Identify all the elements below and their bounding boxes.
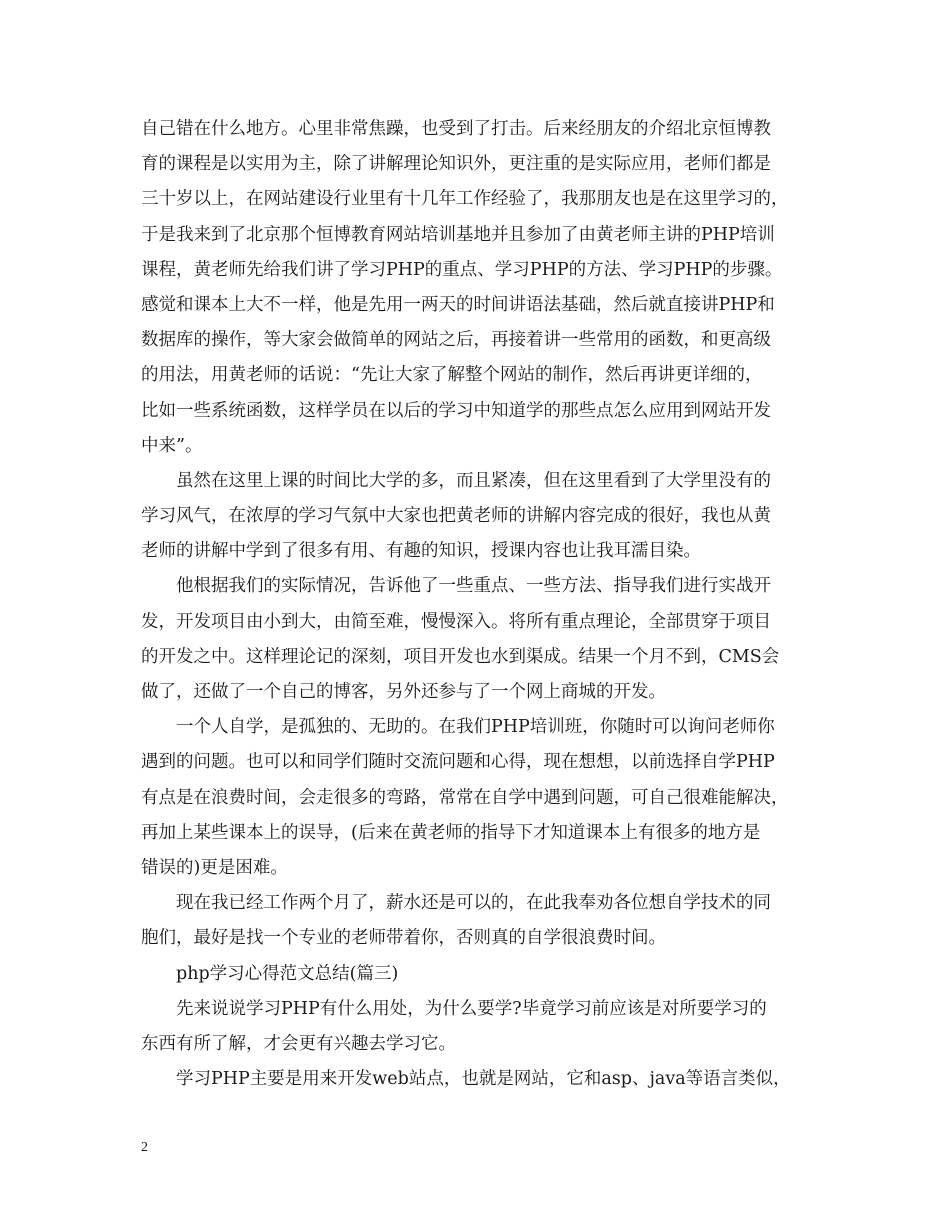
text-line: 现在我已经工作两个月了，薪水还是可以的，在此我奉劝各位想自学技术的同 [176, 893, 771, 914]
text-line: 有点是在浪费时间，会走很多的弯路，常常在自学中遇到问题，可自己很难能解决， [141, 787, 789, 808]
text-line: 东西有所了解，才会更有兴趣去学习它。 [141, 1033, 456, 1054]
text-line: 课程，黄老师先给我们讲了学习PHP的重点、学习PHP的方法、学习PHP的步骤。 [141, 259, 783, 280]
body-text [141, 112, 821, 1097]
text-line: 错误的)更是困难。 [141, 857, 288, 878]
section-heading: php学习心得范文总结(篇三) [176, 963, 399, 984]
text-line: 老师的讲解中学到了很多有用、有趣的知识，授课内容也让我耳濡目染。 [141, 541, 701, 562]
text-line: 于是我来到了北京那个恒博教育网站培训基地并且参加了由黄老师主讲的PHP培训 [141, 224, 775, 245]
text-line: 自己错在什么地方。心里非常焦躁，也受到了打击。后来经朋友的介绍北京恒博教 [141, 119, 771, 139]
text-line: 他根据我们的实际情况，告诉他了一些重点、一些方法、指导我们进行实战开 [176, 576, 771, 597]
text-line: 数据库的操作，等大家会做简单的网站之后，再接着讲一些常用的函数，和更高级 [141, 330, 771, 351]
text-line: 发，开发项目由小到大，由简至难，慢慢深入。将所有重点理论，全部贯穿于项目 [141, 611, 771, 632]
text-line: 一个人自学，是孤独的、无助的。在我们PHP培训班，你随时可以询问老师你 [176, 717, 775, 738]
text-line: 的开发之中。这样理论记的深刻，项目开发也水到渠成。结果一个月不到，CMS会 [141, 646, 780, 667]
text-line: 胞们，最好是找一个专业的老师带着你，否则真的自学很浪费时间。 [141, 928, 666, 949]
text-line: 做了，还做了一个自己的博客，另外还参与了一个网上商城的开发。 [141, 682, 666, 702]
text-line: 再加上某些课本上的误导，(后来在黄老师的指导下才知道课本上有很多的地方是 [141, 822, 761, 843]
text-line: 学习PHP主要是用来开发web站点，也就是网站，它和asp、java等语言类似， [176, 1069, 791, 1090]
text-line: 学习风气，在浓厚的学习气氛中大家也把黄老师的讲解内容完成的很好，我也从黄 [141, 506, 771, 527]
page-number: 2 [141, 1140, 148, 1155]
text-line: 虽然在这里上课的时间比大学的多，而且紧凑，但在这里看到了大学里没有的 [176, 470, 771, 491]
text-line: 的用法，用黄老师的话说：“先让大家了解整个网站的制作，然后再讲更详细的， [141, 365, 763, 386]
text-line: 感觉和课本上大不一样，他是先用一两天的时间讲语法基础，然后就直接讲PHP和 [141, 294, 775, 315]
text-line: 三十岁以上，在网站建设行业里有十几年工作经验了，我那朋友也是在这里学习的， [141, 189, 789, 210]
text-line: 比如一些系统函数，这样学员在以后的学习中知道学的那些点怎么应用到网站开发 [141, 400, 771, 421]
text-line: 育的课程是以实用为主，除了讲解理论知识外，更注重的是实际应用，老师们都是 [141, 154, 771, 175]
text-line: 遇到的问题。也可以和同学们随时交流问题和心得，现在想想，以前选择自学PHP [141, 752, 775, 773]
text-line: 先来说说学习PHP有什么用处，为什么要学?毕竟学习前应该是对所要学习的 [176, 998, 767, 1019]
text-line: 中来”。 [141, 435, 203, 456]
